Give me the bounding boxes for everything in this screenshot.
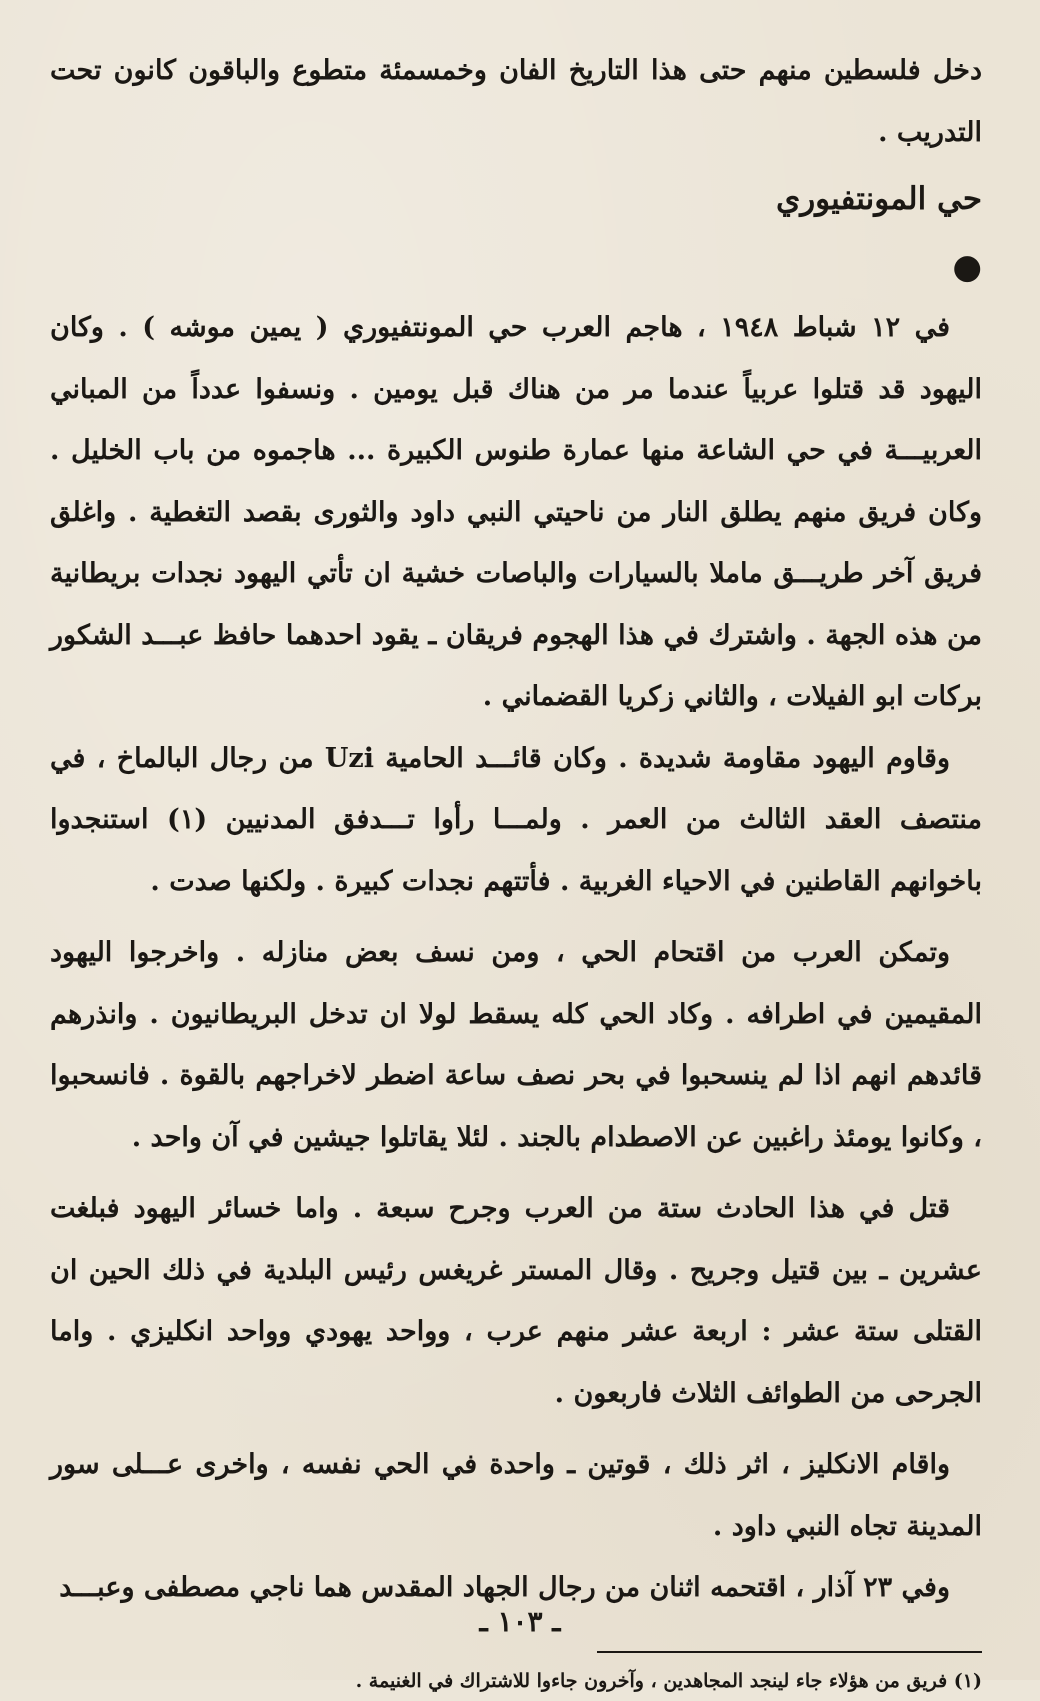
footnote-divider — [597, 1651, 982, 1653]
paragraph-attack: في ١٢ شباط ١٩٤٨ ، هاجم العرب حي المونتفيوري ( يمين موشه ) . وكان اليهود قد قتلوا عربياً عندما مر من هناك قبل يومين . ونسفوا عدداً من المباني العربيـــة في حي الشاعة منها عمارة طنوس الكبيرة ... هاجموه من باب الخليل . وكان فريق منهم يطلق النار من ناحيتي النبي داود والثورى بقصد التغطية . واغلق فريق آخر طريـــق ماملا بالسيارات والباصات خشية ان تأتي اليهود نجدات بريطانية من هذه الجهة . واشترك في هذا الهجوم فريقان ـ يقود احدهما حافظ عبـــد الشكور بركات ابو الفيلات ، والثاني زكريا القضماني . — [50, 312, 982, 712]
paragraph-british-posts: واقام الانكليز ، اثر ذلك ، قوتين ـ واحدة في الحي نفسه ، واخرى عـــلى سور المدينة تجاه النبي داود . — [50, 1449, 982, 1542]
body-text — [50, 40, 982, 1619]
opening-paragraph: دخل فلسطين منهم حتى هذا التاريخ الفان وخمسمئة متطوع والباقون كانون تحت التدريب . — [50, 55, 982, 148]
section-title: حي المونتفيوري — [775, 181, 982, 217]
page-number: ـ ١٠٣ ـ — [479, 1605, 561, 1638]
paragraph-march-raid: وفي ٢٣ آذار ، اقتحمه اثنان من رجال الجهاد المقدس هما ناجي مصطفى وعبـــد — [59, 1572, 950, 1603]
paragraph-resistance: وقاوم اليهود مقاومة شديدة . وكان قائـــد الحامية Uzi من رجال البالماخ ، في منتصف العقد الثالث من العمر . ولمـــا رأوا تـــدفق المدنيين (١) استنجدوا باخوانهم القاطنين في الاحياء الغربية . فأتتهم نجدات كبيرة . ولكنها صدت . — [50, 742, 982, 897]
paragraph-storming: وتمكن العرب من اقتحام الحي ، ومن نسف بعض منازله . واخرجوا اليهود المقيمين في اطرافه . وكاد الحي كله يسقط لولا ان تدخل البريطانيون . وانذرهم قائدهم انهم اذا لم ينسحبوا في بحر نصف ساعة اضطر لاخراجهم بالقوة . فانسحبوا ، وكانوا يومئذ راغبين عن الاصطدام بالجند . لئلا يقاتلوا جيشين في آن واحد . — [50, 937, 982, 1153]
bullet-ornament: ● — [952, 247, 982, 287]
paragraph-casualties: قتل في هذا الحادث ستة من العرب وجرح سبعة . واما خسائر اليهود فبلغت عشرين ـ بين قتيل وجريح . وقال المستر غريغس رئيس البلدية في ذلك الحين ان القتلى ستة عشر : اربعة عشر منهم عرب ، وواحد يهودي وواحد انكليزي . واما الجرحى من الطوائف الثلاث فاربعون . — [50, 1193, 982, 1409]
footnote: (١) فريق من هؤلاء جاء لينجد المجاهدين ، وآخرون جاءوا للاشتراك في الغنيمة . — [355, 1669, 982, 1692]
